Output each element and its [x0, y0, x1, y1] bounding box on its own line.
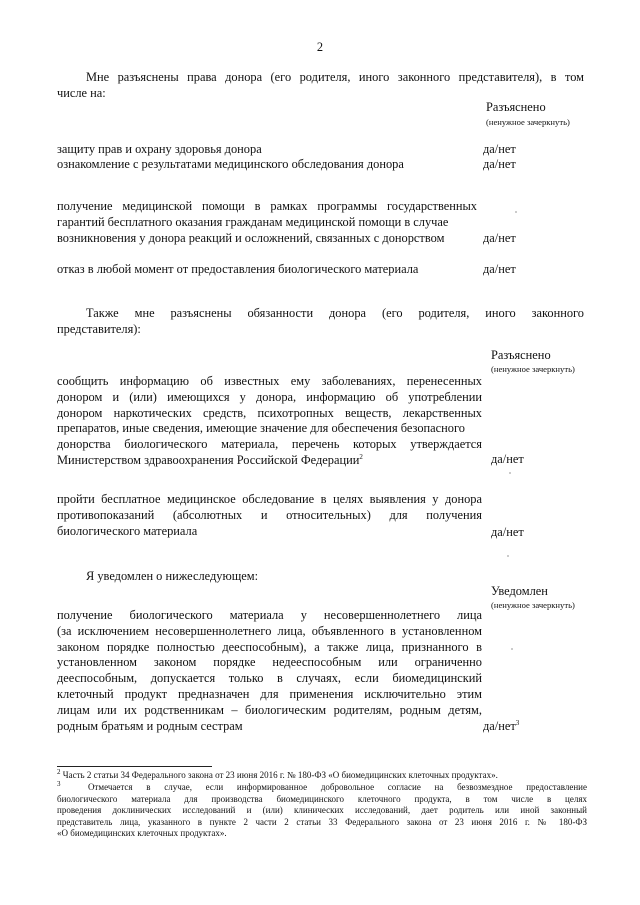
duties-item-2-line3: биологического материала — [57, 523, 198, 538]
section3-header-label: Уведомлен — [491, 584, 548, 598]
footnote-3-line2: биологического материала для производства биомедицинского клеточного продукта, в том числе в целях — [57, 793, 587, 804]
section2-header-label: Разъяснено — [491, 348, 551, 362]
notice-item-line3: законом порядке полностью дееспособным), а также лица, признанного в — [57, 639, 482, 654]
rights-answer-4[interactable]: да/нет — [483, 262, 516, 276]
section3-header-note: (ненужное зачеркнуть) — [491, 600, 575, 610]
duties-item-1 — [57, 374, 482, 469]
footnote-3 — [57, 782, 587, 840]
rights-answer-1[interactable]: да/нет — [483, 142, 516, 156]
scan-dot — [515, 211, 517, 213]
footnote-ref-2[interactable]: 2 — [359, 452, 363, 461]
duties-item-2-line2: противопоказаний (абсолютных и относительных) для получения — [57, 507, 482, 522]
duties-answer-2[interactable]: да/нет — [491, 525, 524, 539]
notice-item — [57, 608, 482, 734]
footnote-ref-3[interactable]: 3 — [515, 718, 520, 727]
notice-item-line1: получение биологического материала у несовершеннолетнего лица — [57, 608, 482, 622]
section1-header-note: (ненужное зачеркнуть) — [486, 117, 570, 127]
duties-item-1-line3: донором наркотических средств, психотропных веществ, лекарственных — [57, 405, 482, 420]
footnote-2 — [57, 770, 587, 782]
section1-intro-line2: числе на: — [57, 86, 106, 100]
scan-dot — [509, 472, 511, 474]
section1-header-label: Разъяснено — [486, 100, 546, 114]
footnote-2-line1 — [57, 770, 587, 782]
notice-item-line6: клеточный продукт предназначен для применения исключительно этим — [57, 686, 482, 701]
rights-item-3-line2: гарантий бесплатного оказания гражданам медицинской помощи в случае — [57, 214, 449, 229]
scan-dot — [507, 555, 509, 557]
notice-item-line8: родным братьям и родным сестрам — [57, 718, 243, 733]
duties-item-1-line4: препаратов, иные сведения, имеющие значение для обеспечения безопасного — [57, 421, 465, 436]
page-number: 2 — [316, 40, 324, 54]
rights-answer-2[interactable]: да/нет — [483, 157, 516, 171]
duties-item-1-line5: донорства биологического материала, перечень которых утверждается — [57, 437, 482, 452]
rights-item-1: защиту прав и охрану здоровья донора — [57, 142, 262, 156]
notice-item-line5: дееспособным, допускается только в случаях, если биомедицинский — [57, 671, 482, 686]
notice-answer[interactable] — [483, 719, 519, 735]
duties-item-1-line6-text: Министерством здравоохранения Российской Федерации — [57, 452, 360, 467]
duties-item-2 — [57, 492, 482, 539]
notice-item-line2: (за исключением несовершеннолетнего лица, объявленного в установленном — [57, 623, 482, 638]
rights-answer-3[interactable]: да/нет — [483, 231, 516, 245]
footnote-3-line4: представитель лица, указанного в пункте 2 части 2 статьи 33 Федерального закона от 23 июня 2016 г. № 180-ФЗ — [57, 816, 587, 827]
rights-item-3-line1: получение медицинской помощи в рамках программы государственных — [57, 199, 477, 213]
section2-header-note: (ненужное зачеркнуть) — [491, 364, 575, 374]
footnote-3-text-line1: Отмечается в случае, если информированное добровольное согласие на безвозмездное предоставление — [87, 782, 587, 792]
footnote-2-text: Часть 2 статьи 34 Федерального закона от 23 июня 2016 г. № 180-ФЗ «О биомедицинских клеточных продуктах». — [62, 770, 498, 780]
duties-item-1-line6 — [57, 453, 482, 469]
footnote-2-marker: 2 — [57, 768, 61, 776]
notice-item-line7: лицам или их родственникам – биологическим родителям, родным детям, — [57, 702, 482, 717]
duties-item-1-line2: донором и (или) имеющихся у донора, информацию об употреблении — [57, 389, 482, 404]
footnote-divider — [57, 766, 212, 767]
footnote-3-line1 — [57, 782, 587, 794]
section1-intro-line1: Мне разъяснены права донора (его родителя, иного законного представителя), в том — [86, 70, 584, 84]
rights-item-4: отказ в любой момент от предоставления биологического материала — [57, 262, 419, 276]
scan-dot — [511, 648, 513, 650]
section2-intro-line2: представителя): — [57, 322, 141, 336]
duties-item-1-line1: сообщить информацию об известных ему заболеваниях, перенесенных — [57, 374, 482, 388]
duties-item-2-line1: пройти бесплатное медицинское обследование в целях выявления у донора — [57, 492, 482, 506]
notice-item-line4: установленном законом порядке недееспособным или ограниченно — [57, 655, 482, 670]
footnote-3-marker: 3 — [57, 780, 61, 788]
rights-item-2: ознакомление с результатами медицинского обследования донора — [57, 157, 404, 171]
footnote-3-line3: проведения доклинических исследований и (или) клинических исследований, дает родитель или иной законный — [57, 805, 587, 816]
duties-answer-1[interactable]: да/нет — [491, 452, 524, 466]
footnote-3-line5: «О биомедицинских клеточных продуктах». — [57, 828, 227, 839]
section3-intro: Я уведомлен о нижеследующем: — [86, 569, 259, 583]
section2-intro-line1: Также мне разъяснены обязанности донора (его родителя, иного законного — [86, 306, 584, 320]
rights-item-3-line3: возникновения у донора реакций и осложнений, связанных с донорством — [57, 230, 445, 245]
rights-item-3 — [57, 199, 477, 246]
notice-answer-text[interactable]: да/нет — [483, 719, 516, 733]
